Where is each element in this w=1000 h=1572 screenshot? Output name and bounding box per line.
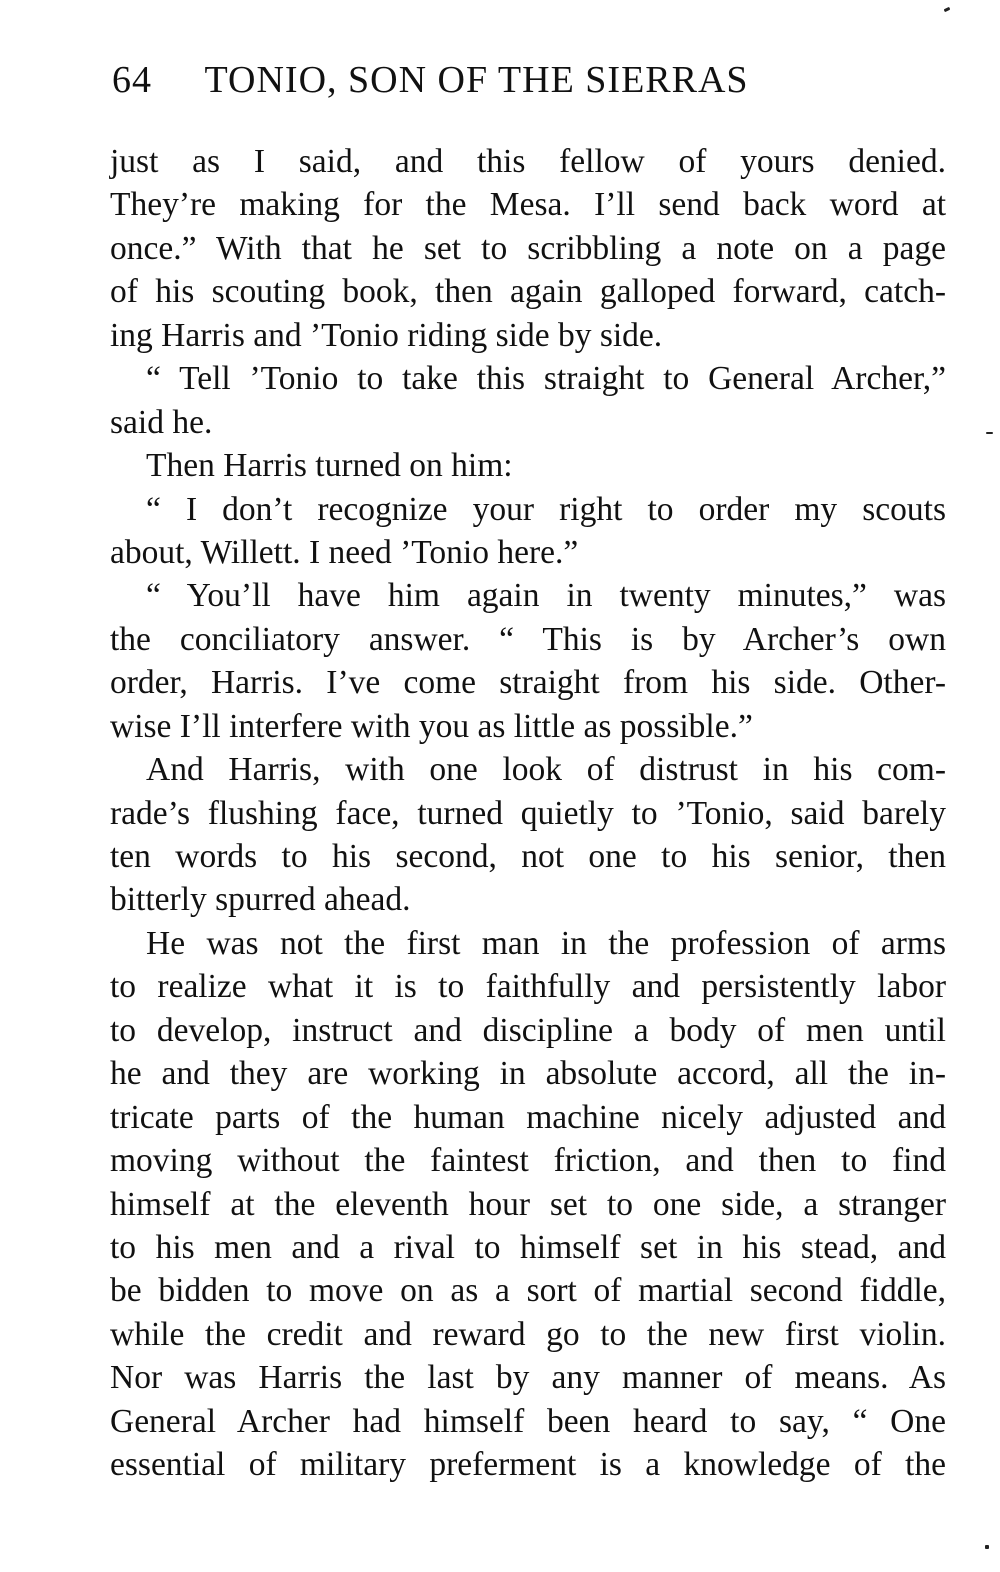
text-line: once.” With that he set to scribbling a note on a page: [110, 229, 946, 267]
text-line: bitterly spurred ahead.: [110, 881, 411, 919]
text-line: of his scouting book, then again galloped forward, catch-: [110, 273, 946, 311]
text-line: while the credit and reward go to the new first violin.: [110, 1315, 946, 1353]
text-line: about, Willett. I need ’Tonio here.”: [110, 533, 579, 571]
text-line: tricate parts of the human machine nicely adjusted and: [110, 1098, 946, 1136]
scan-speck: [986, 432, 993, 434]
page-number: 64: [112, 59, 152, 101]
text-line: General Archer had himself been heard to say, “ One: [110, 1402, 946, 1440]
running-title: TONIO, SON OF THE SIERRAS: [204, 59, 749, 101]
text-line: himself at the eleventh hour set to one side, a stranger: [110, 1185, 946, 1223]
text-line: just as I said, and this fellow of yours denied.: [110, 143, 946, 180]
text-line: said he.: [110, 403, 213, 441]
text-line: be bidden to move on as a sort of martial second fiddle,: [110, 1272, 946, 1310]
text-line: to realize what it is to faithfully and persistently labor: [110, 968, 946, 1006]
text-line: to his men and a rival to himself set in his stead, and: [110, 1228, 946, 1266]
text-line: “ I don’t recognize your right to order my scouts: [146, 490, 946, 528]
text-line: the conciliatory answer. “ This is by Archer’s own: [110, 620, 946, 658]
text-line: “ Tell ’Tonio to take this straight to General Archer,”: [146, 360, 946, 398]
text-line: ing Harris and ’Tonio riding side by side.: [110, 316, 663, 354]
scan-speck: [985, 1545, 989, 1549]
text-line: moving without the faintest friction, and then to find: [110, 1142, 946, 1180]
text-line: Nor was Harris the last by any manner of means. As: [110, 1359, 946, 1397]
scan-speck: [944, 7, 951, 12]
text-line: And Harris, with one look of distrust in his com-: [146, 751, 946, 789]
text-line: ten words to his second, not one to his senior, then: [110, 838, 946, 875]
text-line: Then Harris turned on him:: [146, 447, 513, 485]
text-line: to develop, instruct and discipline a body of men until: [110, 1011, 946, 1049]
text-line: He was not the first man in the profession of arms: [146, 924, 946, 962]
text-line: wise I’ll interfere with you as little as possible.”: [110, 707, 753, 745]
body-text: [110, 140, 946, 1487]
text-line: order, Harris. I’ve come straight from his side. Other-: [110, 664, 946, 702]
text-line: rade’s flushing face, turned quietly to ’Tonio, said barely: [110, 794, 946, 832]
text-line: They’re making for the Mesa. I’ll send back word at: [110, 186, 946, 224]
text-line: “ You’ll have him again in twenty minutes,” was: [146, 577, 946, 615]
text-line: he and they are working in absolute accord, all the in-: [110, 1055, 946, 1093]
page-header: [112, 58, 872, 108]
text-line: essential of military preferment is a knowledge of the: [110, 1446, 946, 1484]
